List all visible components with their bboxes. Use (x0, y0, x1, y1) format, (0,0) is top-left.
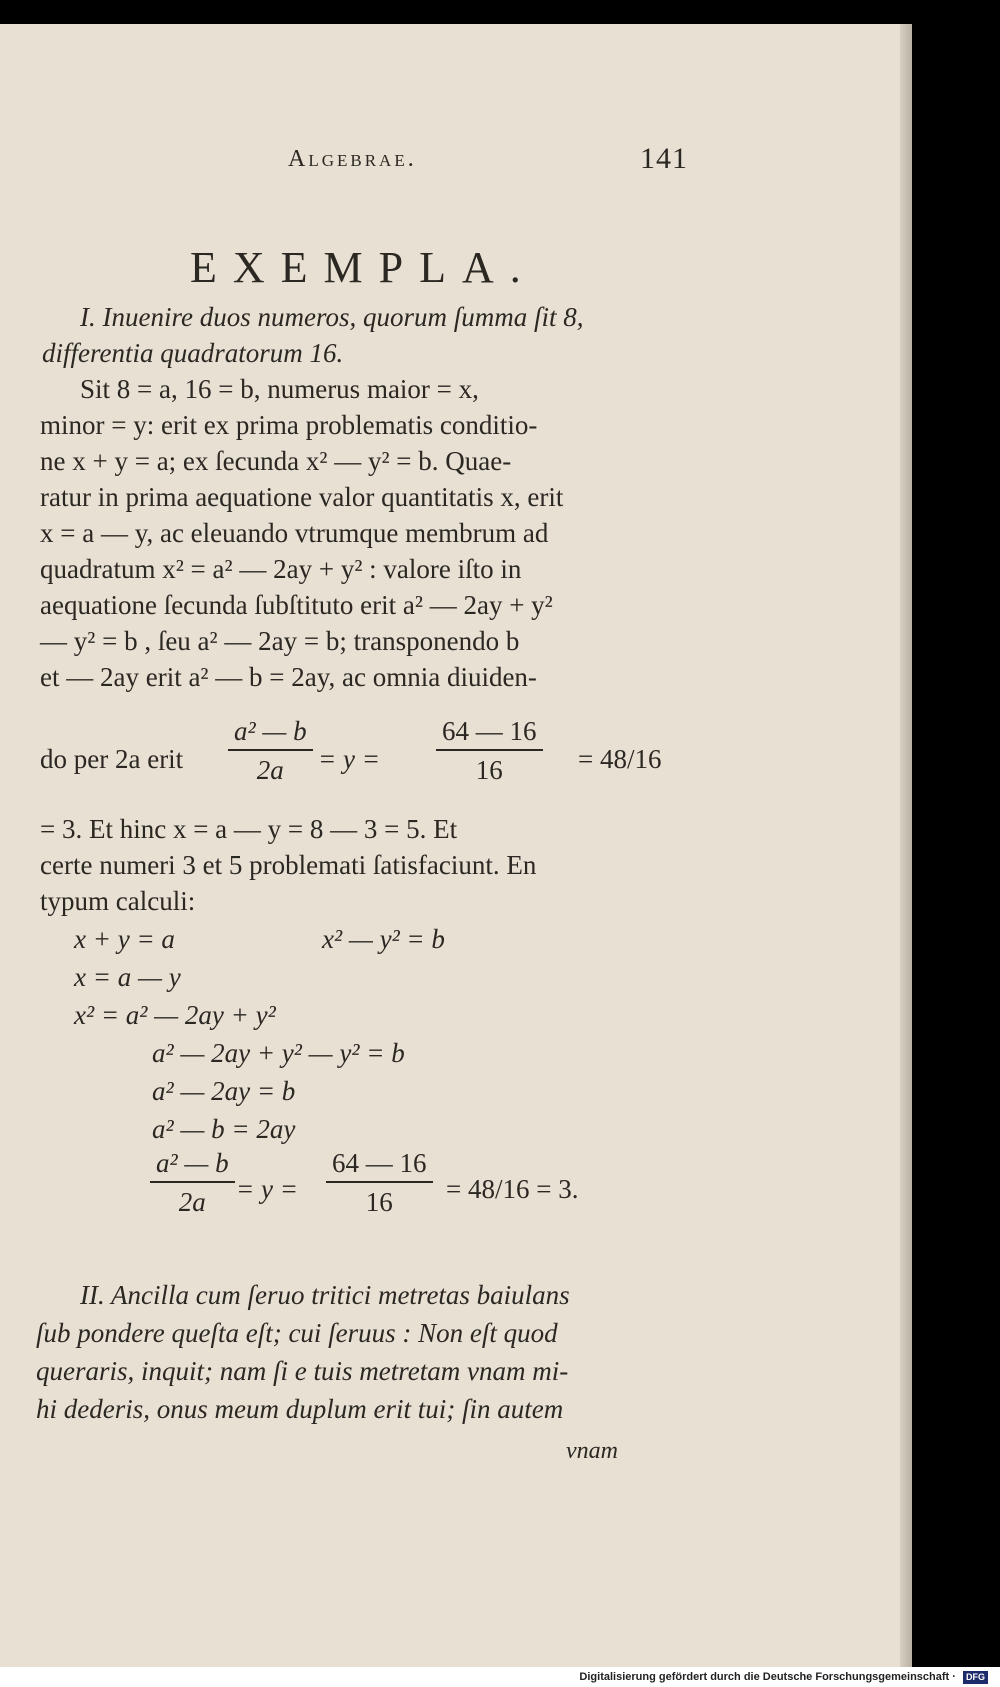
example1-line3: Sit 8 = a, 16 = b, numerus maior = x, (80, 374, 479, 404)
page-number: 141 (640, 142, 688, 175)
calc-row1a: x + y = a (74, 924, 175, 954)
example1-line15: typum calculi: (40, 886, 196, 916)
running-head: Algebrae. (288, 146, 417, 172)
fraction-denominator: 16 (365, 1187, 393, 1217)
catchword: vnam (566, 1438, 618, 1464)
digitization-footer (0, 1667, 1000, 1687)
example2-line2: ſub pondere queſta eſt; cui ſeruus : Non eſt quod (36, 1318, 558, 1348)
example1-line9: aequatione ſecunda ſubſtituto erit a² — 2ay + y² (40, 590, 553, 620)
fraction-numerator: a² — b (150, 1148, 235, 1183)
dfg-logo: DFG (963, 1671, 988, 1684)
footer-credit: Digitalisierung gefördert durch die Deutsche Forschungsgemeinschaft · (579, 1671, 956, 1683)
example1-line8: quadratum x² = a² — 2ay + y² : valore iſto in (40, 554, 522, 584)
example1-line1: I. Inuenire duos numeros, quorum ſumma ſit 8, (80, 302, 584, 332)
fraction-denominator: 2a (178, 1187, 206, 1217)
example1-line5: ne x + y = a; ex ſecunda x² — y² = b. Quae- (40, 446, 512, 476)
equals-48-16: = 48/16 (578, 744, 662, 774)
fraction-denominator: 16 (475, 755, 503, 785)
example1-line12-prefix: do per 2a erit (40, 744, 184, 774)
fraction-a2-b-over-2a (228, 716, 313, 786)
equals-y: = y = (318, 744, 380, 774)
calc-equals-y: = y = (236, 1174, 298, 1204)
example1-line14: certe numeri 3 et 5 problemati ſatisfaciunt. En (40, 850, 537, 880)
calc-row3: x² = a² — 2ay + y² (74, 1000, 276, 1030)
example2-line4: hi dederis, onus meum duplum erit tui; ſin autem (36, 1394, 564, 1424)
calc-row5: a² — 2ay = b (152, 1076, 296, 1106)
calc-row1b: x² — y² = b (322, 924, 445, 954)
page-edge (900, 24, 912, 1667)
example1-line6: ratur in prima aequatione valor quantitatis x, erit (40, 482, 564, 512)
example1-line7: x = a — y, ac eleuando vtrumque membrum ad (40, 518, 549, 548)
example2-line3: queraris, inquit; nam ſi e tuis metretam vnam mi- (36, 1356, 569, 1386)
section-title: EXEMPLA. (190, 243, 537, 292)
book-page (0, 24, 900, 1667)
example1-line4: minor = y: erit ex prima problematis conditio- (40, 410, 538, 440)
calc-fraction-a2-b-over-2a (150, 1148, 235, 1218)
fraction-numerator: a² — b (228, 716, 313, 751)
calc-row6: a² — b = 2ay (152, 1114, 296, 1144)
calc-fraction-64-16-over-16 (326, 1148, 433, 1218)
fraction-numerator: 64 — 16 (436, 716, 543, 751)
fraction-denominator: 2a (256, 755, 284, 785)
example1-line10: — y² = b , ſeu a² — 2ay = b; transponendo b (40, 626, 520, 656)
fraction-numerator: 64 — 16 (326, 1148, 433, 1183)
example1-line2: differentia quadratorum 16. (42, 338, 344, 368)
calc-tail: = 48/16 = 3. (446, 1174, 579, 1204)
example1-line11: et — 2ay erit a² — b = 2ay, ac omnia diuiden- (40, 662, 537, 692)
fraction-64-16-over-16 (436, 716, 543, 786)
example2-line1: II. Ancilla cum ſeruo tritici metretas baiulans (80, 1280, 570, 1310)
calc-row2: x = a — y (74, 962, 181, 992)
example1-line13: = 3. Et hinc x = a — y = 8 — 3 = 5. Et (40, 814, 458, 844)
calc-row4: a² — 2ay + y² — y² = b (152, 1038, 405, 1068)
